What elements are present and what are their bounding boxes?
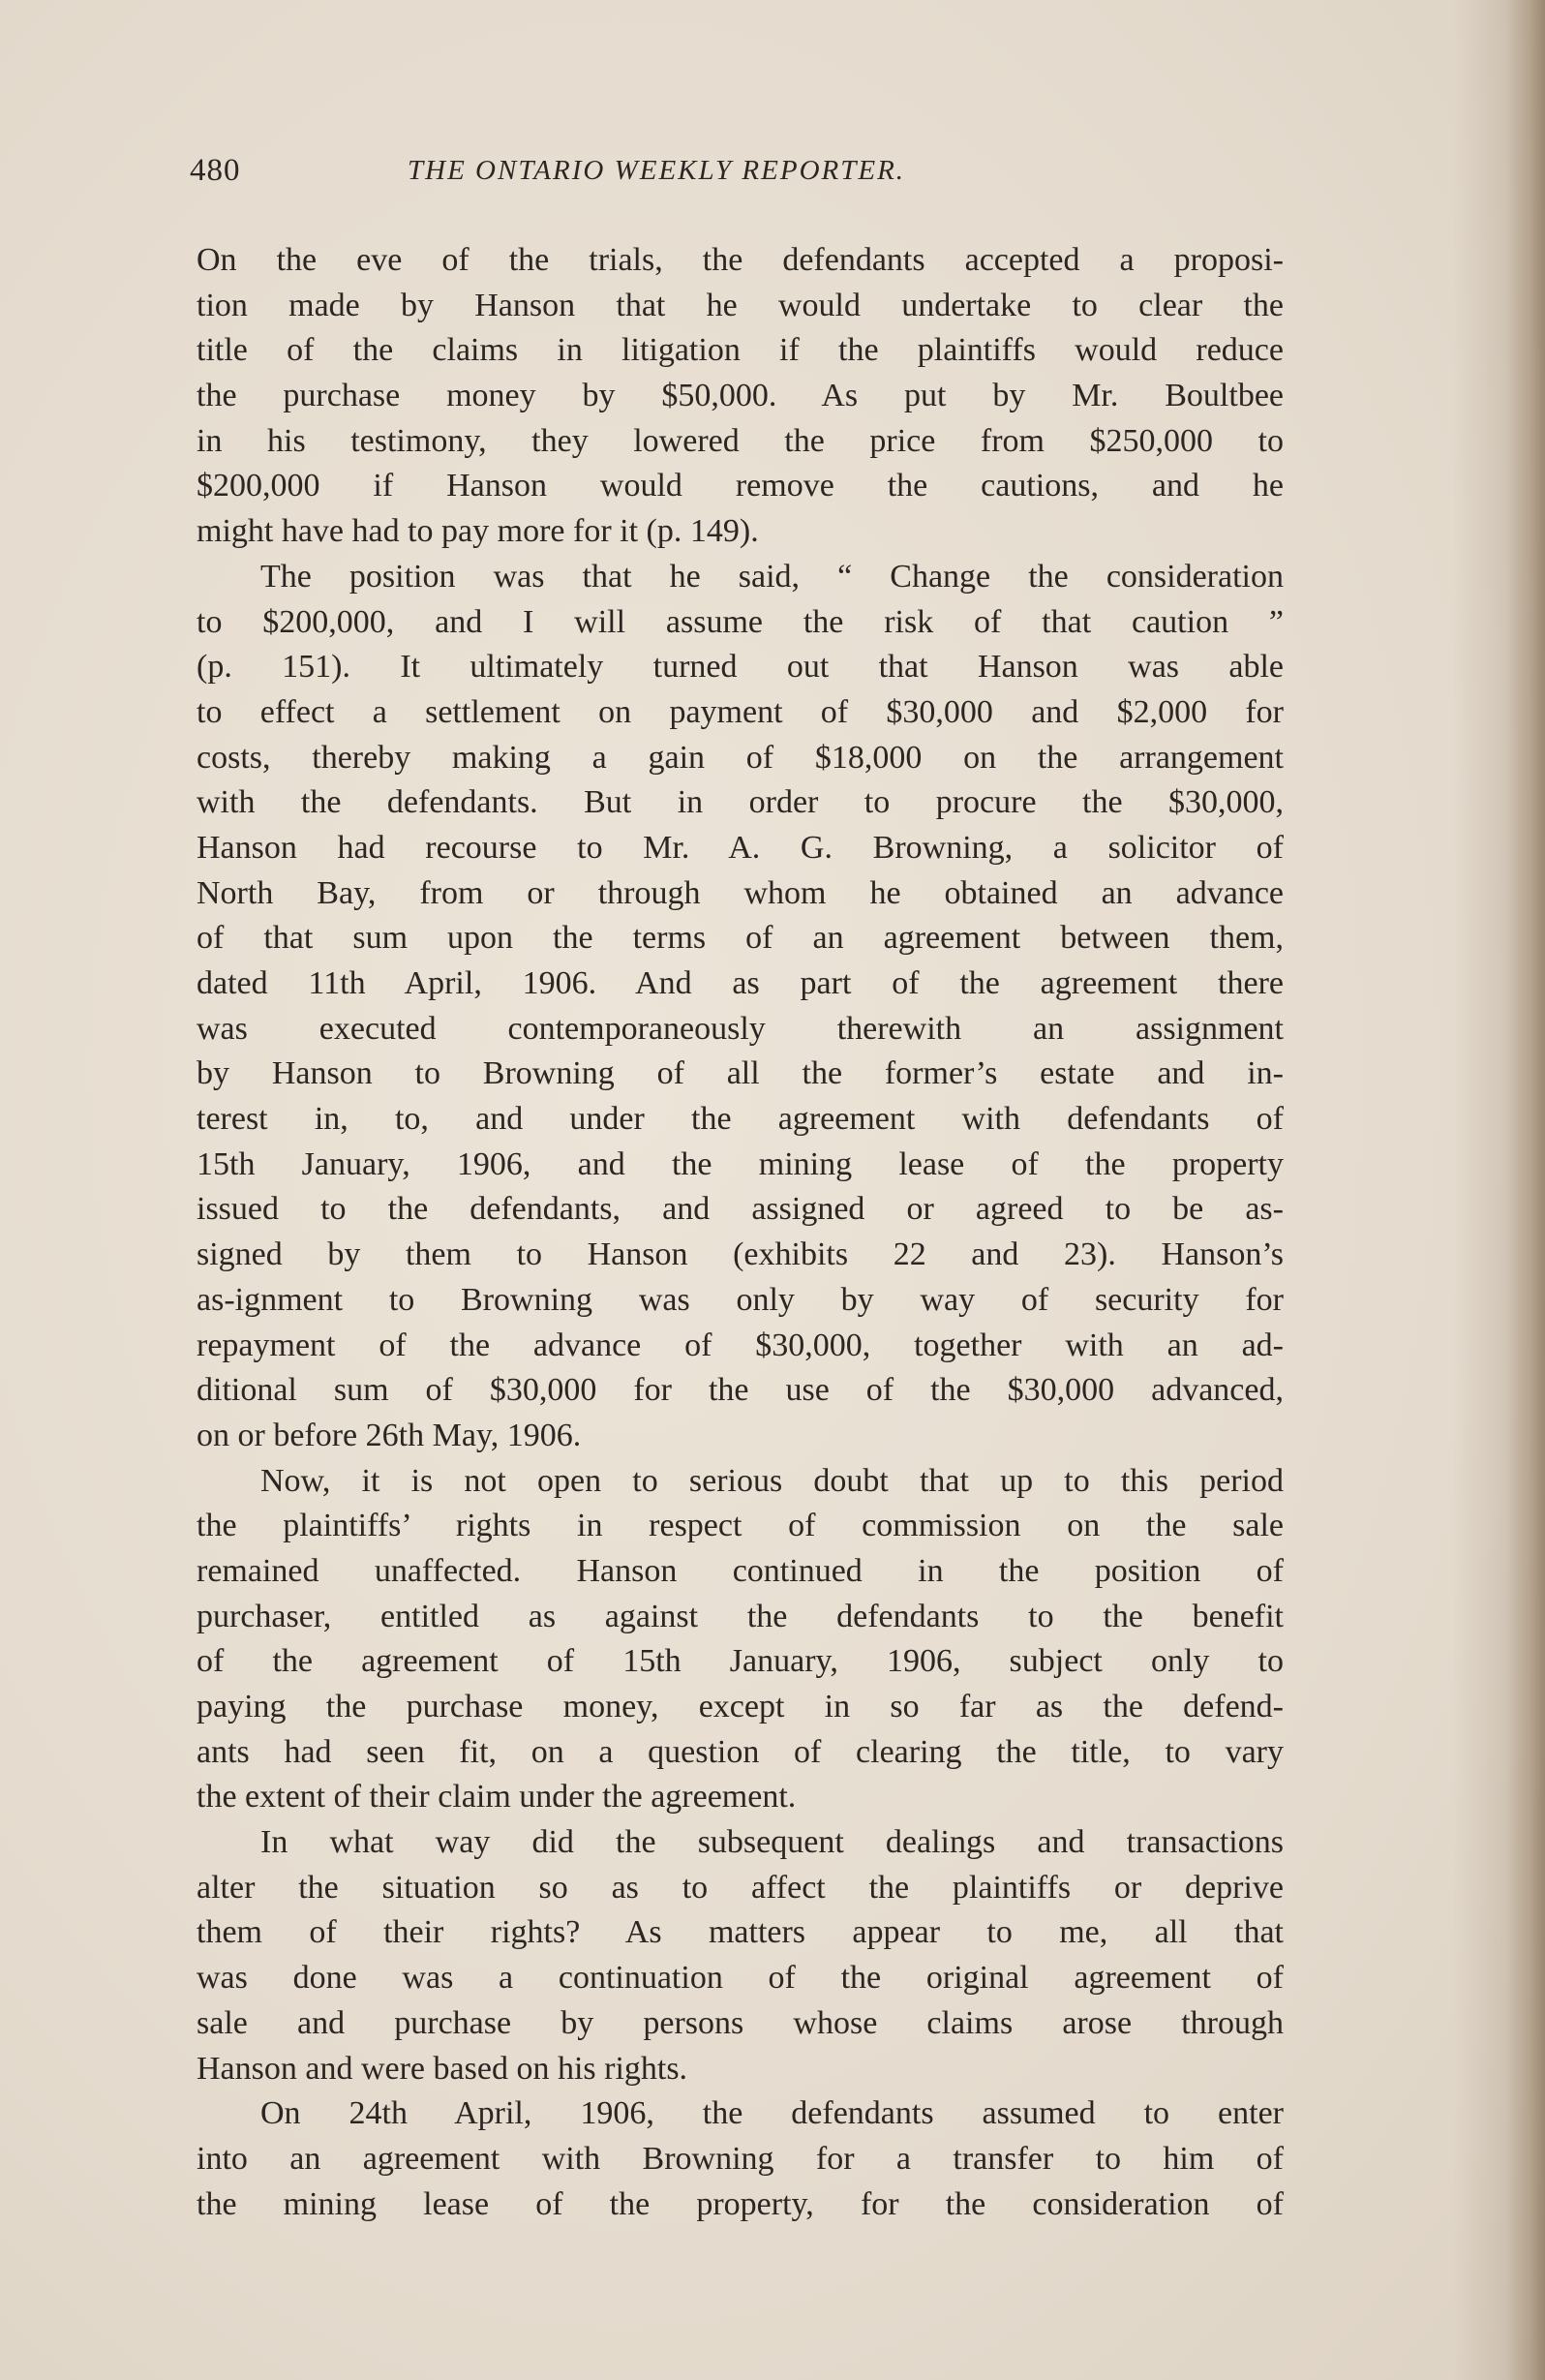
text-line: 15th January, 1906, and the mining lease of the property <box>197 1145 1284 1182</box>
text-line: costs, thereby making a gain of $18,000 on the arrangement <box>197 739 1284 776</box>
text-line: Now, it is not open to serious doubt that up to this period <box>260 1462 1284 1499</box>
text-line: dated 11th April, 1906. And as part of the agreement there <box>197 965 1284 1001</box>
text-line: to effect a settlement on payment of $30,000 and $2,000 for <box>197 693 1284 730</box>
text-line: by Hanson to Browning of all the former’s estate and in- <box>197 1055 1284 1092</box>
text-line: remained unaffected. Hanson continued in the position of <box>197 1552 1284 1589</box>
text-line: paying the purchase money, except in so far as the defend- <box>197 1689 1284 1724</box>
text-line: the plaintiffs’ rights in respect of commission on the sale <box>197 1508 1284 1544</box>
text-line: On 24th April, 1906, the defendants assumed to enter <box>260 2095 1284 2132</box>
text-line: into an agreement with Browning for a transfer to him of <box>197 2140 1284 2177</box>
text-line: might have had to pay more for it (p. 149). <box>197 513 759 550</box>
page-edge-shadow <box>1506 0 1545 2380</box>
text-line: ditional sum of $30,000 for the use of the $30,000 advanced, <box>197 1372 1284 1409</box>
text-line: Hanson had recourse to Mr. A. G. Browning, a solicitor of <box>197 829 1284 866</box>
text-line: The position was that he said, “ Change the consideration <box>260 558 1284 595</box>
text-line: them of their rights? As matters appear to me, all that <box>197 1914 1284 1951</box>
body-text <box>197 238 1284 2227</box>
running-title: THE ONTARIO WEEKLY REPORTER. <box>408 155 906 186</box>
text-line: tion made by Hanson that he would undertake to clear the <box>197 287 1284 323</box>
text-line: (p. 151). It ultimately turned out that Hanson was able <box>197 649 1284 686</box>
text-line: was executed contemporaneously therewith an assignment <box>197 1010 1284 1047</box>
text-line: issued to the defendants, and assigned or agreed to be as- <box>197 1191 1284 1228</box>
text-line: ants had seen fit, on a question of clearing the title, to vary <box>197 1733 1284 1770</box>
text-line: $200,000 if Hanson would remove the cautions, and he <box>197 468 1284 504</box>
text-line: North Bay, from or through whom he obtained an advance <box>197 874 1284 911</box>
text-line: as-ignment to Browning was only by way of security for <box>197 1281 1284 1318</box>
text-line: repayment of the advance of $30,000, together with an ad- <box>197 1327 1284 1363</box>
page-header <box>190 153 1293 201</box>
text-line: purchaser, entitled as against the defendants to the benefit <box>197 1598 1284 1634</box>
text-line: of the agreement of 15th January, 1906, subject only to <box>197 1643 1284 1680</box>
text-line: the purchase money by $50,000. As put by Mr. Boultbee <box>197 378 1284 414</box>
text-line: to $200,000, and I will assume the risk of that caution ” <box>197 603 1284 640</box>
text-line: of that sum upon the terms of an agreement between them, <box>197 920 1284 957</box>
text-line: in his testimony, they lowered the price from $250,000 to <box>197 422 1284 459</box>
text-line: sale and purchase by persons whose claims arose through <box>197 2004 1284 2041</box>
text-line: the extent of their claim under the agreement. <box>197 1779 797 1816</box>
text-line: on or before 26th May, 1906. <box>197 1417 582 1453</box>
text-line: the mining lease of the property, for the consideration of <box>197 2185 1284 2222</box>
text-line: with the defendants. But in order to procure the $30,000, <box>197 784 1284 821</box>
text-line: title of the claims in litigation if the plaintiffs would reduce <box>197 332 1284 369</box>
text-line: alter the situation so as to affect the plaintiffs or deprive <box>197 1869 1284 1906</box>
text-line: In what way did the subsequent dealings and transactions <box>260 1824 1284 1861</box>
text-line: was done was a continuation of the original agreement of <box>197 1960 1284 1997</box>
text-line: Hanson and were based on his rights. <box>197 2050 688 2087</box>
text-line: terest in, to, and under the agreement with defendants of <box>197 1101 1284 1138</box>
text-line: On the eve of the trials, the defendants accepted a proposi- <box>197 242 1284 278</box>
page-number: 480 <box>190 153 241 188</box>
text-line: signed by them to Hanson (exhibits 22 and 23). Hanson’s <box>197 1236 1284 1273</box>
